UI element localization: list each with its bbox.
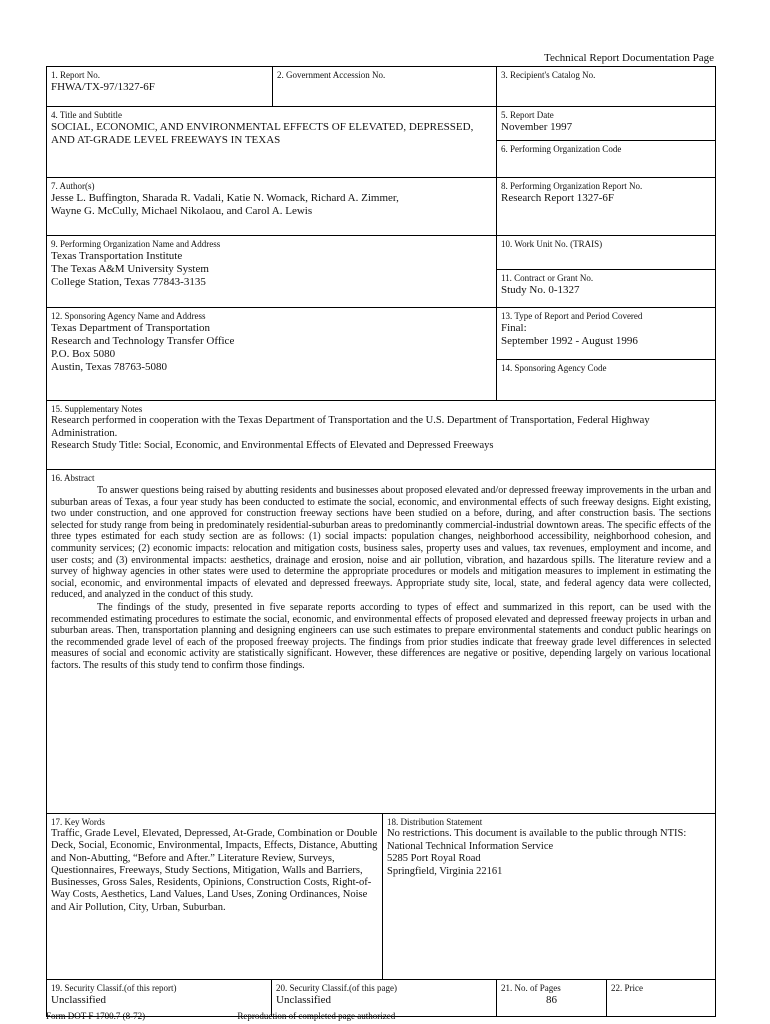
- field-label: 6. Performing Organization Code: [501, 144, 622, 154]
- field-report-date: [497, 107, 715, 140]
- field-report-no: [47, 67, 272, 106]
- field-price: [606, 980, 715, 1016]
- field-label: 10. Work Unit No. (TRAIS): [501, 239, 603, 249]
- row-abstract: [47, 469, 715, 813]
- field-sponsoring-agency-code: [497, 359, 715, 400]
- field-distribution-statement: [382, 814, 715, 979]
- field-label: 15. Supplementary Notes: [51, 404, 143, 414]
- work-contract-stack: [496, 236, 715, 307]
- field-label: 14. Sponsoring Agency Code: [501, 363, 607, 373]
- report-documentation-form: [46, 66, 716, 1017]
- row-supplementary-notes: [47, 400, 715, 469]
- field-sponsoring-agency: [47, 308, 496, 400]
- type-agency-code-stack: [496, 308, 715, 400]
- field-supplementary-notes: [47, 401, 715, 469]
- field-government-accession: [272, 67, 496, 106]
- field-label: 3. Recipient's Catalog No.: [501, 70, 596, 80]
- field-label: 7. Author(s): [51, 181, 95, 191]
- field-abstract: [47, 470, 715, 813]
- field-label: 9. Performing Organization Name and Address: [51, 239, 221, 249]
- field-label: 12. Sponsoring Agency Name and Address: [51, 311, 206, 321]
- field-contract-grant-no: [497, 269, 715, 307]
- page-footer: [46, 1011, 485, 1021]
- field-label: 16. Abstract: [51, 473, 95, 483]
- field-key-words: [47, 814, 382, 979]
- field-label: 20. Security Classif.(of this page): [276, 983, 397, 993]
- field-label: 19. Security Classif.(of this report): [51, 983, 177, 993]
- report-date-value: November 1997: [501, 121, 573, 133]
- reproduction-note: Reproduction of completed page authorized: [237, 1011, 396, 1021]
- supplementary-notes-value: Research performed in cooperation with the Texas Department of Transportation and the U.S. Department of Transportation, Federal Highway Administration. Research Study Title: Social, Economic, and Environmental Effects of Elevated and Depressed Freeways: [51, 415, 650, 451]
- field-label: 4. Title and Subtitle: [51, 110, 123, 120]
- abstract-paragraph-2: The findings of the study, presented in five separate reports according to types of effect and summarized in this report, can be used with the recommended estimating procedures to estimate the social, economic, and environmental effects of proposed elevated and depressed freeway projects in urban and suburban areas. Then, transportation planning and designing engineers can use such estimates to prepare environmental statements and conduct public hearings on the recommended grade level of each of the proposed freeway projects. The findings from prior studies indicate that freeway grade level differences in selected measures of social and economic activity are statistically significant. However, these differences are negative or positive, depending largely on various locational factors. The results of this study tend to confirm those findings.: [51, 601, 711, 671]
- date-code-stack: [496, 107, 715, 177]
- contract-grant-value: Study No. 0-1327: [501, 284, 580, 296]
- row-keywords-distribution: [47, 813, 715, 979]
- performing-org-report-no-value: Research Report 1327-6F: [501, 192, 615, 204]
- field-label: 2. Government Accession No.: [277, 70, 386, 80]
- row-performing-org: [47, 235, 715, 307]
- field-performing-org-code: [497, 140, 715, 177]
- page-header-title: Technical Report Documentation Page: [544, 52, 714, 64]
- field-recipient-catalog: [496, 67, 715, 106]
- row-authors: [47, 177, 715, 235]
- field-label: 11. Contract or Grant No.: [501, 273, 594, 283]
- field-label: 5. Report Date: [501, 110, 554, 120]
- field-performing-org-report-no: [496, 178, 715, 235]
- abstract-paragraph-1: To answer questions being raised by abutting residents and businesses about proposed elevated and/or depressed freeway improvements in the urban and suburban areas of Texas, a four year study has been conducted to estimate the social, economic, and environmental effects of such freeway designs. Eight existing, two under construction, and one approved for construction freeway sections have been studied on a before, during, and after construction basis. The sections selected for study range from being in predominately residential-suburban areas to predominantly commercial-industrial downtown areas. The specific effects of the three types estimated for each study section are as follows: (1) social impacts: population changes, neighborhood accessibility, neighborhood cohesion, and community services; (2) economic impacts: relocation and mitigation costs, business sales, property uses and values, tax revenues, employment and income, and user costs; and (3) environmental impacts: aesthetics, drainage and erosion, noise and air pollution, vibration, and hazardous spills. The literature review and a survey of highway agencies in other states were used to determine the appropriate procedures or models and mitigation measures to implement in estimating the social, economic, and environmental impacts of elevated and depressed freeways. Appropriate study site, local, state, and federal agency data were collected, reduced, and analyzed in the conduct of this study.: [51, 485, 711, 601]
- field-work-unit-no: [497, 236, 715, 269]
- distribution-statement-value: No restrictions. This document is available to the public through NTIS: National Technical Information Service 5285 Port Royal Road Springfield, Virginia 22161: [387, 828, 687, 877]
- row-title: [47, 106, 715, 177]
- field-report-type-period: [497, 308, 715, 359]
- field-label: 13. Type of Report and Period Covered: [501, 311, 643, 321]
- field-label: 1. Report No.: [51, 70, 100, 80]
- report-title-value: SOCIAL, ECONOMIC, AND ENVIRONMENTAL EFFECTS OF ELEVATED, DEPRESSED, AND AT-GRADE LEVEL FREEWAYS IN TEXAS: [51, 121, 474, 146]
- field-label: 17. Key Words: [51, 817, 105, 827]
- performing-org-value: Texas Transportation Institute The Texas A&M University System College Station, Texas 77843-3135: [51, 250, 209, 288]
- field-label: 8. Performing Organization Report No.: [501, 181, 643, 191]
- form-number: Form DOT F 1700.7 (8-72): [46, 1011, 146, 1021]
- sponsoring-agency-value: Texas Department of Transportation Research and Technology Transfer Office P.O. Box 5080 Austin, Texas 78763-5080: [51, 322, 235, 373]
- report-no-value: FHWA/TX-97/1327-6F: [51, 81, 155, 93]
- field-label: 18. Distribution Statement: [387, 817, 483, 827]
- authors-value: Jesse L. Buffington, Sharada R. Vadali, Katie N. Womack, Richard A. Zimmer, Wayne G. McCully, Michael Nikolaou, and Carol A. Lewis: [51, 192, 399, 217]
- row-report-numbers: [47, 67, 715, 106]
- field-performing-org-name: [47, 236, 496, 307]
- row-sponsoring-agency: [47, 307, 715, 400]
- field-no-of-pages: [496, 980, 606, 1016]
- security-page-value: Unclassified: [276, 994, 331, 1006]
- field-authors: [47, 178, 496, 235]
- key-words-value: Traffic, Grade Level, Elevated, Depressed, At-Grade, Combination or Double Deck, Social, Economic, Environmental, Impacts, Effects, Distance, Abutting and Non-Abutting, “Before and After.” Literature Review, Surveys, Questionnaires, Freeways, Study Sections, Mitigation, Walls and Barriers, Businesses, Gross Sales, Residents, Opinions, Construction Costs, Right-of-Way Costs, Aesthetics, Land Values, Land Uses, Zoning Ordinances, Noise and Air Pollution, City, Urban, Suburban.: [51, 828, 378, 913]
- field-label: 22. Price: [611, 983, 643, 993]
- no-of-pages-value: 86: [546, 994, 557, 1006]
- security-report-value: Unclassified: [51, 994, 106, 1006]
- field-label: 21. No. of Pages: [501, 983, 561, 993]
- report-type-period-value: Final: September 1992 - August 1996: [501, 322, 638, 347]
- field-title-subtitle: [47, 107, 496, 177]
